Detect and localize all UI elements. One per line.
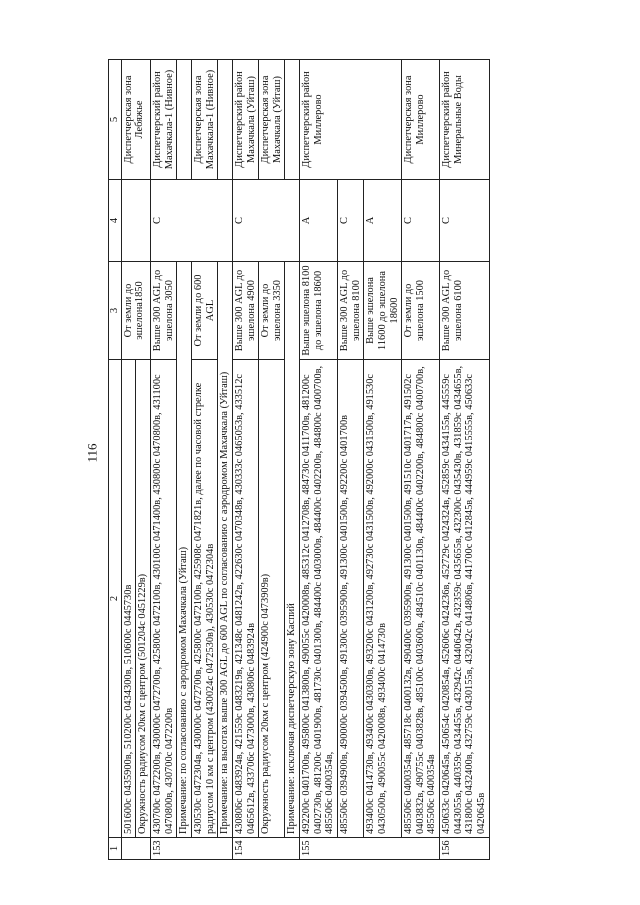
- control-unit-cell: Диспетчерский район Миллерово: [300, 60, 402, 180]
- note-cell: Примечание: на высотах выше 300 AGL до 600 AGL по согласованию с аэродромом Махачкала (Уйташ): [218, 262, 233, 838]
- note-cell: Примечание: исключая диспетчерскую зону Каспий: [285, 262, 300, 838]
- control-unit-cell: Диспетчерская зона Махачкала (Уйташ): [259, 60, 285, 180]
- entry-number-cell: 153: [151, 838, 233, 860]
- coordinates-cell: Окружность радиусом 20км с центром (424900с 0473909в): [259, 360, 285, 838]
- altitude-cell: От земли до 600 AGL: [191, 262, 217, 360]
- altitude-cell: Выше 300 AGL до эшелона 6100: [440, 262, 490, 360]
- airspace-class-cell: C: [440, 180, 490, 262]
- page-number-text: 116: [85, 443, 100, 463]
- control-unit-cell: Диспетчерская зона Миллерово: [402, 60, 440, 180]
- airspace-table-sheet: [108, 60, 528, 860]
- entry-number-cell: 154: [232, 838, 299, 860]
- airspace-class-cell: C: [232, 180, 299, 262]
- table-row: [364, 60, 402, 860]
- column-number-3: 3: [109, 262, 122, 360]
- column-number-2: 2: [109, 360, 122, 838]
- coordinates-cell: 430530с 0472304в, 430000с 0472700в, 425800с 0472100в, 425908с 0471821в, далее по часовой стрелке радиусом 10 км с центром (430024с 0472530в), 430530с 0472304в: [191, 360, 217, 838]
- airspace-class-cell: C: [338, 180, 364, 262]
- coordinates-cell: 485506с 0400354в, 485718с 0400132в, 490400с 0395900в, 491300с 0401500в, 491510с 0401717в, 491502с 0403832в, 490755с 0403828в, 485100с 0403600в, 484510с 0401130в, 484400с 0402200в, 484800с 0400700в, 485506с 0400354в: [402, 360, 440, 838]
- note-cell: Примечание: по согласованию с аэродромом Махачкала (Уйташ): [177, 262, 192, 838]
- column-number-row: [109, 60, 122, 860]
- coordinates-cell: 450633с 0420645в, 450654с 0420854в, 452606с 0424236в, 452729с 0424324в, 452859с 0434155в, 445559с 0443055в, 440359с 0434455в, 432942с 0440642в, 432359с 0435655в, 432300с 0435430в, 431859с 0434655в, 431800с 0432400в, 432759с 0430155в, 432042с 0414806в, 441700с 0412845в, 444959с 0415555в, 450633с 0420645в: [440, 360, 490, 838]
- column-number-4: 4: [109, 180, 122, 262]
- empty-cell: [218, 60, 233, 180]
- coordinates-cell: 501600с 0435900в, 510200с 0434300в, 510600с 0445730в: [121, 360, 136, 838]
- control-unit-cell: Диспетчерская зона Махачкала-1 (Нивное): [191, 60, 217, 180]
- airspace-table: [108, 59, 490, 860]
- entry-number-cell: [121, 838, 150, 860]
- entry-number-cell: 156: [440, 838, 490, 860]
- altitude-cell: От земли до эшелона 3350: [259, 262, 285, 360]
- airspace-class-cell: C: [402, 180, 440, 262]
- altitude-cell: Выше 300 AGL до эшелона 3050: [151, 262, 177, 360]
- airspace-class-cell: A: [364, 180, 402, 262]
- coordinates-cell: 430806с 0483924в, 421559с 0483219в, 421348с 0481242в, 422630с 0470348в, 430333с 0465053в, 433512с 0465612в, 433706с 0473000в, 430806с 0483924в: [232, 360, 258, 838]
- airspace-class-cell: C: [151, 180, 233, 262]
- altitude-cell: Выше эшелона 11600 до эшелона 18600: [364, 262, 402, 360]
- coordinates-cell: 492200с 0401700в, 495800с 0413800в, 490055с 0420008в, 485312с 0412708в, 484730с 0411700в, 481200с 0402730в, 481200с 0401900в, 481730с 0401300в, 484400с 0403000в, 484400с 0402200в, 484800с 0400700в, 485506с 0400354в,: [300, 360, 338, 838]
- empty-cell: [177, 60, 192, 180]
- coordinates-cell: 493400с 0414730в, 493400с 0430300в, 493200с 0431200в, 492730с 0431500в, 492000с 0431500в, 491530с 0430500в, 490055с 0420008в, 493400с 0414730в: [364, 360, 402, 838]
- coordinates-cell: Окружность радиусом 20км с центром (501204с 0451229в): [136, 360, 151, 838]
- table-row: [402, 60, 440, 860]
- table-row: [121, 60, 136, 860]
- altitude-cell: От земли до эшелона1850: [121, 262, 150, 360]
- airspace-class-cell: [121, 180, 150, 262]
- table-row: [232, 60, 258, 860]
- page-number: [82, 440, 104, 466]
- coordinates-cell: 430700с 0472200в, 430000с 0472700в, 425800с 0472100в, 430100с 0471400в, 430800с 0470800в, 431100с 0470800в, 430700с 0472200в: [151, 360, 177, 838]
- control-unit-cell: Диспетчерская зона Лебяжье: [121, 60, 150, 180]
- table-row: [440, 60, 490, 860]
- altitude-cell: Выше эшелона 8100 до эшелона 18600: [300, 262, 338, 360]
- control-unit-cell: Диспетчерский район Махачкала-1 (Нивное): [151, 60, 177, 180]
- altitude-cell: Выше 300 AGL до эшелона 4900: [232, 262, 258, 360]
- column-number-1: 1: [109, 838, 122, 860]
- table-row: [151, 60, 177, 860]
- column-number-5: 5: [109, 60, 122, 180]
- table-row: [338, 60, 364, 860]
- empty-cell: [285, 60, 300, 180]
- entry-number-cell: 155: [300, 838, 440, 860]
- control-unit-cell: Диспетчерский район Минеральные Воды: [440, 60, 490, 180]
- coordinates-cell: 485506с 0394900в, 490000с 0394500в, 491300с 0395900в, 491300с 0401500в, 492200с 0401700в: [338, 360, 364, 838]
- altitude-cell: Выше 300 AGL до эшелона 8100: [338, 262, 364, 360]
- control-unit-cell: Диспетчерский район Махачкала (Уйташ): [232, 60, 258, 180]
- altitude-cell: От земли до эшелона 1500: [402, 262, 440, 360]
- table-row: [300, 60, 338, 860]
- airspace-class-cell: A: [300, 180, 338, 262]
